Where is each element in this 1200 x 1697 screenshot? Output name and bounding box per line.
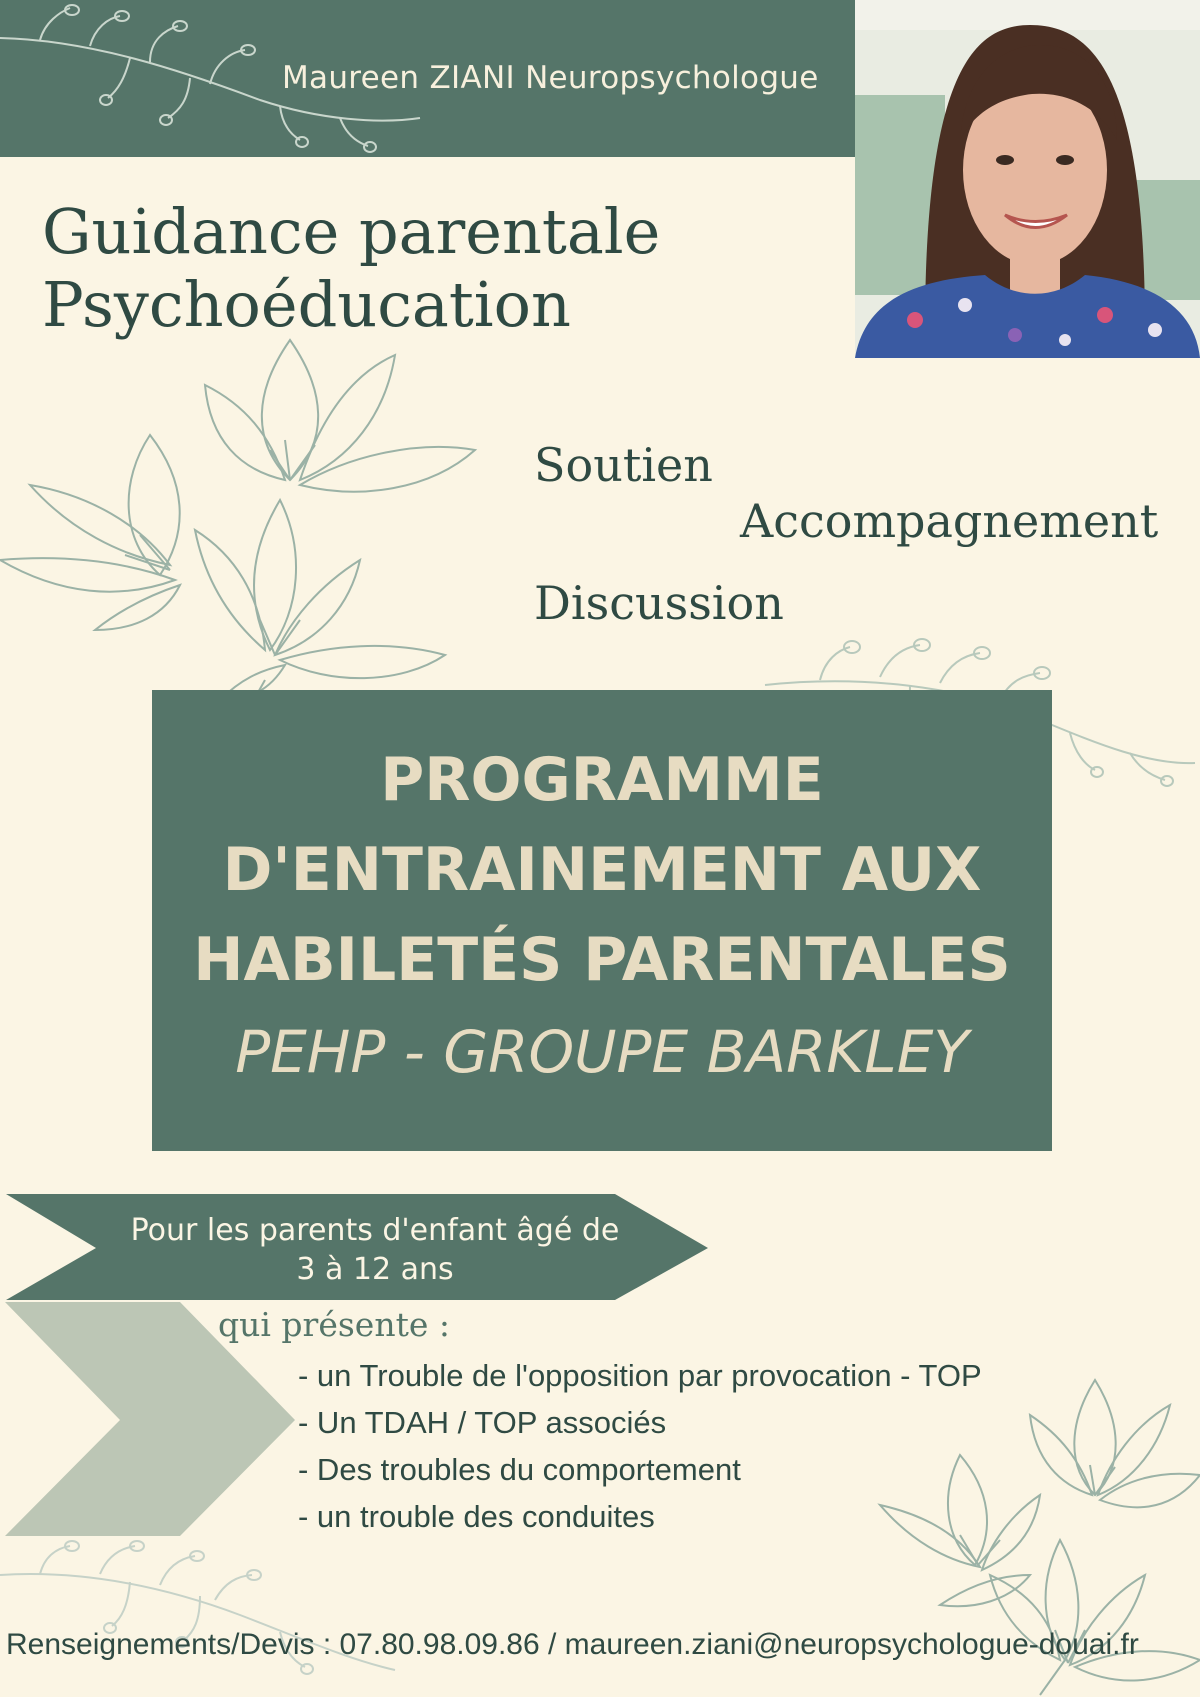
condition-item: - Des troubles du comportement bbox=[298, 1452, 741, 1487]
audience-line1: Pour les parents d'enfant âgé de bbox=[130, 1213, 620, 1248]
title-guidance: Guidance parentale bbox=[42, 195, 661, 268]
keyword-accompagnement: Accompagnement bbox=[740, 494, 1159, 548]
practitioner-name: Maureen ZIANI Neuropsychologue bbox=[282, 60, 819, 96]
program-title-line2: D'ENTRAINEMENT AUX bbox=[222, 835, 982, 905]
program-title-line3: HABILETÉS PARENTALES bbox=[193, 925, 1011, 995]
vine-decoration-bottom-icon bbox=[0, 1540, 400, 1697]
condition-item: - un trouble des conduites bbox=[298, 1499, 655, 1534]
condition-item: - un Trouble de l'opposition par provocation - TOP bbox=[298, 1358, 982, 1393]
program-subtitle: PEHP - GROUPE BARKLEY bbox=[235, 1018, 969, 1086]
keyword-soutien: Soutien bbox=[534, 438, 713, 492]
title-psychoeducation: Psychoéducation bbox=[42, 268, 571, 341]
keyword-discussion: Discussion bbox=[534, 576, 784, 630]
audience-text bbox=[95, 1211, 655, 1289]
program-title-line1: PROGRAMME bbox=[380, 745, 824, 815]
contact-info: Renseignements/Devis : 07.80.98.09.86 / maureen.ziani@neuropsychologue-douai.fr bbox=[6, 1628, 1139, 1661]
conditions-intro: qui présente : bbox=[218, 1305, 450, 1344]
portrait-photo bbox=[855, 0, 1200, 358]
audience-line2: 3 à 12 ans bbox=[296, 1252, 454, 1287]
condition-item: - Un TDAH / TOP associés bbox=[298, 1405, 667, 1440]
